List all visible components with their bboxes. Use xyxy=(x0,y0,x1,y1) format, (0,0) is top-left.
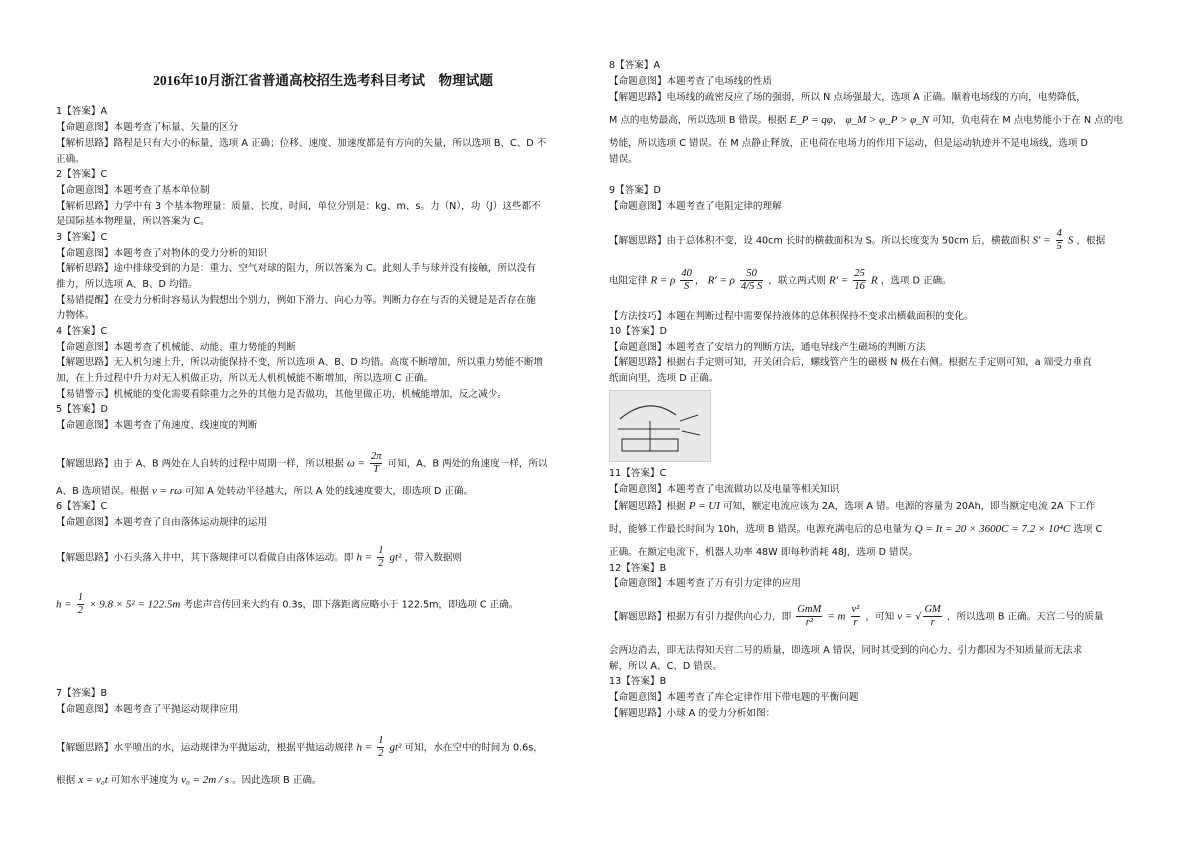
formula-line xyxy=(56,451,548,476)
text-line: 11【答案】C xyxy=(609,468,667,479)
text-line: 8【答案】A xyxy=(609,60,661,71)
formula-line xyxy=(609,522,1102,538)
text-line: 【解析思路】途中排球受到的力是：重力、空气对球的阻力，所以答案为 C。此刻人手与球并没有接触，所以没有 xyxy=(56,263,536,274)
text-line: 1【答案】A xyxy=(56,106,108,117)
numerator: 50 xyxy=(740,268,763,281)
text-line: 【解题思路】电场线的疏密反应了场的强弱，所以 N 点场强最大，选项 A 正确。顺着电场线的方向，电势降低， xyxy=(609,92,1086,103)
text-line: 推力，所以选项 A、B、D 均错。 xyxy=(56,279,198,290)
formula-h: h = xyxy=(56,598,72,611)
fraction xyxy=(796,604,822,629)
numerator: 25 xyxy=(854,268,865,279)
text-segment: ，带入数据则 xyxy=(404,552,463,564)
text-segment: 【解题思路】由于总体积不变，设 40cm 长时的横截面积为 S。所以长度变为 50cm 后，横截面积 xyxy=(609,235,1030,247)
text-line: 【方法技巧】本题在判断过程中需要保持液体的总体积保持不变求出横截面积的变化。 xyxy=(609,311,974,322)
formula-q: Q = It = 20 × 3600C = 7.2 × 10⁴C xyxy=(914,523,1071,535)
formula-r-prime: R′ = ρ xyxy=(707,274,735,287)
formula-line: M 点的电势最高，所以选项 B 错误。根据 E_P = qφ， φ_M > φ_P > φ_N 可知，负电荷在 M 点电势能小于在 N 点的电 xyxy=(609,114,1123,126)
text-segment: 可知 A 处转动半径越大，所以 A 处的线速度要大，即选项 D 正确。 xyxy=(184,486,474,497)
text-line: 9【答案】D xyxy=(609,185,661,196)
text-line: 【解析思路】路程是只有大小的标量，选项 A 正确；位移、速度、加速度都是有方向的矢量，所以选项 B、C、D 不 xyxy=(56,138,547,149)
fraction xyxy=(377,735,384,760)
formula-line xyxy=(56,773,322,789)
text-line: 正确。在额定电流下，机器人功率 48W 即每秒消耗 48J，选项 D 错误。 xyxy=(609,547,918,558)
text-segment: 【解题思路】根据万有引力提供向心力，即 xyxy=(609,611,792,623)
fraction xyxy=(377,545,384,570)
text-line: 7【答案】B xyxy=(56,688,108,699)
formula-line xyxy=(609,499,1095,515)
text-line: 4【答案】C xyxy=(56,326,108,337)
fraction xyxy=(370,451,383,476)
text-line: 【命题意图】本题考查了电场线的性质 xyxy=(609,76,773,87)
formula-line xyxy=(56,592,518,617)
fraction xyxy=(853,268,866,293)
text-line: 【命题意图】本题考查了角速度、线速度的判断 xyxy=(56,420,258,431)
formula-v: v = xyxy=(897,610,913,623)
text-line: 13【答案】B xyxy=(609,676,667,687)
text-line: 是国际基本物理量，所以答案为 C。 xyxy=(56,216,210,227)
formula-p-ui: P = UI xyxy=(688,500,720,512)
text-line: 会两边消去，即无法得知天宫二号的质量，即选项 A 错误，同时其受到的向心力、引力都因为不知质量而无法求 xyxy=(609,645,1083,656)
formula-v0: v₀ = 2m / s xyxy=(181,774,230,786)
text-line: 【命题意图】本题考查了平抛运动规律应用 xyxy=(56,704,239,715)
formula-line: 【解题思路】根据万有引力提供向心力，即 $\frac{\text{GmM}}{\text{r²}}$ = m $\frac{\text{v²}}{r}$ ，可知 v = √ $\frac{GM}{r}$ ，所以选项 B 正确。天宫二号的质量 xyxy=(609,604,1104,628)
formula-line: 电阻定律 R = ρ $\frac{40}{S}$ ， R′ = ρ $\frac{50}{4/5 S}$ ，联立两式则 R′ = $\frac{25}{16}$ R ，选项 D 正确。 xyxy=(609,268,952,292)
text-line: 2【答案】C xyxy=(56,169,108,180)
text-line: 错误。 xyxy=(609,154,638,165)
formula-eq-m: = m xyxy=(827,610,846,623)
text-segment: 选项 C xyxy=(1073,524,1103,535)
denominator: 4/5 S xyxy=(740,281,763,292)
formula-phi-order: φ_M > φ_P > φ_N xyxy=(845,114,930,126)
text-line: 【命题意图】本题考查了电流做功以及电量等相关知识 xyxy=(609,484,840,495)
text-segment: A、B 选项错误。根据 xyxy=(56,486,149,497)
denominator: S xyxy=(684,281,690,292)
text-segment: ，选项 D 正确。 xyxy=(880,275,952,287)
formula-omega: ω = xyxy=(346,457,365,470)
denominator: 5 xyxy=(1056,241,1062,252)
fraction xyxy=(923,604,941,629)
numerator: 2π xyxy=(370,451,382,462)
formula-v-rw: v = rω xyxy=(152,485,182,497)
formula-gt2: gt² xyxy=(389,741,402,754)
text-line: 3【答案】C xyxy=(56,232,108,243)
text-segment: 可知，A、B 两处的角速度一样，所以 xyxy=(387,458,548,470)
formula-h: h = xyxy=(356,551,373,564)
numerator: GmM xyxy=(797,604,822,615)
text-line: 【易错警示】机械能的变化需要看除重力之外的其他力是否做功，其他里做正功，机械能增加，反之减少。 xyxy=(56,389,507,400)
formula-line xyxy=(56,735,543,760)
text-line: 【解题思路】无人机匀速上升，所以动能保持不变，所以选项 A、B、D 均错。高度不断增加，所以重力势能不断增 xyxy=(56,357,544,368)
text-line: 6【答案】C xyxy=(56,501,108,512)
text-segment: 可知，水在空中的时间为 0.6s， xyxy=(404,742,543,754)
denominator: r² xyxy=(805,617,813,628)
page-title: 2016年10月浙江省普通高校招生选考科目考试 物理试题 xyxy=(153,73,493,88)
text-segment: 【解题思路】由于 A、B 两处在人自转的过程中周期一样，所以根据 xyxy=(56,458,344,470)
text-line: 加，在上升过程中升力对无人机做正功，所以无人机机械能不断增加，所以选项 C 正确。 xyxy=(56,373,434,384)
text-segment: ，根据 xyxy=(1076,235,1106,247)
formula-r-var: R xyxy=(870,274,878,287)
fraction xyxy=(1056,228,1063,253)
text-line: 【解题思路】根据右手定则可知，开关闭合后，螺线管产生的磁极 N 极在右侧。根据左手定则可知，a 端受力垂直 xyxy=(609,357,1092,368)
text-line: 解，所以 A、C、D 错误。 xyxy=(609,661,723,672)
handwritten-sketch-image xyxy=(609,390,711,462)
text-line: 5【答案】D xyxy=(56,404,108,415)
denominator: r xyxy=(930,617,935,628)
numerator: 1 xyxy=(378,545,384,556)
formula-ep: E_P = qφ xyxy=(789,114,833,126)
text-line: 【命题意图】本题考查了机械能、动能、重力势能的判断 xyxy=(56,342,296,353)
text-line: 【命题意图】本题考查了对物体的受力分析的知识 xyxy=(56,248,268,259)
text-line: 【解题思路】小球 A 的受力分析如图： xyxy=(609,708,776,719)
text-line: 【命题意图】本题考查了电阻定律的理解 xyxy=(609,201,782,212)
text-line: 【命题意图】本题考查了库仑定律作用下带电题的平衡问题 xyxy=(609,692,859,703)
formula-s-prime: S′ = xyxy=(1032,234,1051,247)
numerator: 1 xyxy=(77,592,83,603)
text-line: 【易错提醒】在受力分析时容易认为假想出个别力，例如下滑力、向心力等。判断力存在与否的关键是是否存在施 xyxy=(56,295,536,306)
text-segment: 考虑声音传回来大约有 0.3s，即下落距离应略小于 122.5m，即选项 C 正确。 xyxy=(183,599,519,611)
text-line: 纸面向里，选项 D 正确。 xyxy=(609,373,719,384)
formula-line xyxy=(56,545,462,570)
text-segment: ，可知 xyxy=(865,611,895,623)
text-line: 【解析思路】力学中有 3 个基本物理量：质量、长度、时间，单位分别是：kg、m、s。力（N），功（J）这些都不 xyxy=(56,201,541,212)
text-segment: 可知，额定电流应该为 2A，选项 A 错。电源的容量为 20Ah，即当额定电流 2A 下工作 xyxy=(722,501,1096,512)
text-line: 【命题意图】本题考查了自由落体运动规律的运用 xyxy=(56,517,268,528)
formula-r: R = ρ xyxy=(650,274,676,287)
text-segment: M 点的电势最高，所以选项 B 错误。根据 xyxy=(609,115,787,126)
text-segment: 根据 xyxy=(56,775,76,786)
text-line: 【命题意图】本题考查了标量、矢量的区分 xyxy=(56,122,239,133)
formula-r-final: R′ = xyxy=(828,274,849,287)
text-line: 势能，所以选项 C 错误。在 M 点静止释放，正电荷在电场力的作用下运动，但是运动轨迹并不是电场线，选项 D xyxy=(609,138,1088,149)
numerator: 4 xyxy=(1056,228,1062,239)
fraction xyxy=(680,268,693,293)
text-line: 12【答案】B xyxy=(609,563,667,574)
formula-gt2: gt² xyxy=(389,551,402,564)
denominator: 2 xyxy=(378,558,384,569)
formula-x: x = v₀t xyxy=(78,774,108,786)
numerator: 1 xyxy=(378,735,384,746)
denominator: T xyxy=(373,464,380,475)
formula-line xyxy=(56,484,473,500)
text-segment: 可知，负电荷在 M 点电势能小于在 N 点的电 xyxy=(932,115,1123,126)
text-segment: 【解题思路】根据 xyxy=(609,501,686,512)
text-segment: 【解题思路】水平喷出的水，运动规律为平抛运动，根据平抛运动规律 xyxy=(56,742,354,754)
text-segment: 时，能够工作最长时间为 10h，选项 B 错误。电源充满电后的总电量为 xyxy=(609,524,912,535)
numerator: GM xyxy=(924,604,941,615)
text-segment: 可知水平速度为 xyxy=(110,775,179,786)
numerator: v² xyxy=(851,604,860,615)
denominator: 2 xyxy=(77,605,83,616)
denominator: 16 xyxy=(854,281,865,292)
text-segment: ，联立两式则 xyxy=(768,275,826,287)
text-line: 【命题意图】本题考查了万有引力定律的应用 xyxy=(609,578,801,589)
text-segment: ，所以选项 B 正确。天宫二号的质量 xyxy=(946,611,1104,623)
formula-h-calc: × 9.8 × 5² = 122.5m xyxy=(89,598,181,611)
formula-s: S xyxy=(1067,234,1074,247)
text-segment: 电阻定律 xyxy=(609,275,648,287)
formula-h: h = xyxy=(356,741,373,754)
text-line: 【命题意图】本题考查了基本单位制 xyxy=(56,185,210,196)
text-line: 10【答案】D xyxy=(609,326,667,337)
fraction xyxy=(740,268,763,293)
text-line: 正确。 xyxy=(56,154,85,165)
text-line: 【命题意图】本题考查了安培力的判断方法，通电导线产生磁场的判断方法 xyxy=(609,342,926,353)
fraction xyxy=(77,592,84,617)
denominator: 2 xyxy=(378,748,384,759)
formula-line xyxy=(609,228,1105,253)
text-line: 力物体。 xyxy=(56,310,95,321)
text-segment: 。因此选项 B 正确。 xyxy=(232,775,322,786)
fraction xyxy=(851,604,861,629)
denominator: r xyxy=(853,617,858,628)
numerator: 40 xyxy=(681,268,692,279)
text-segment: 【解题思路】小石头落入井中，其下落规律可以看做自由落体运动。即 xyxy=(56,552,354,564)
